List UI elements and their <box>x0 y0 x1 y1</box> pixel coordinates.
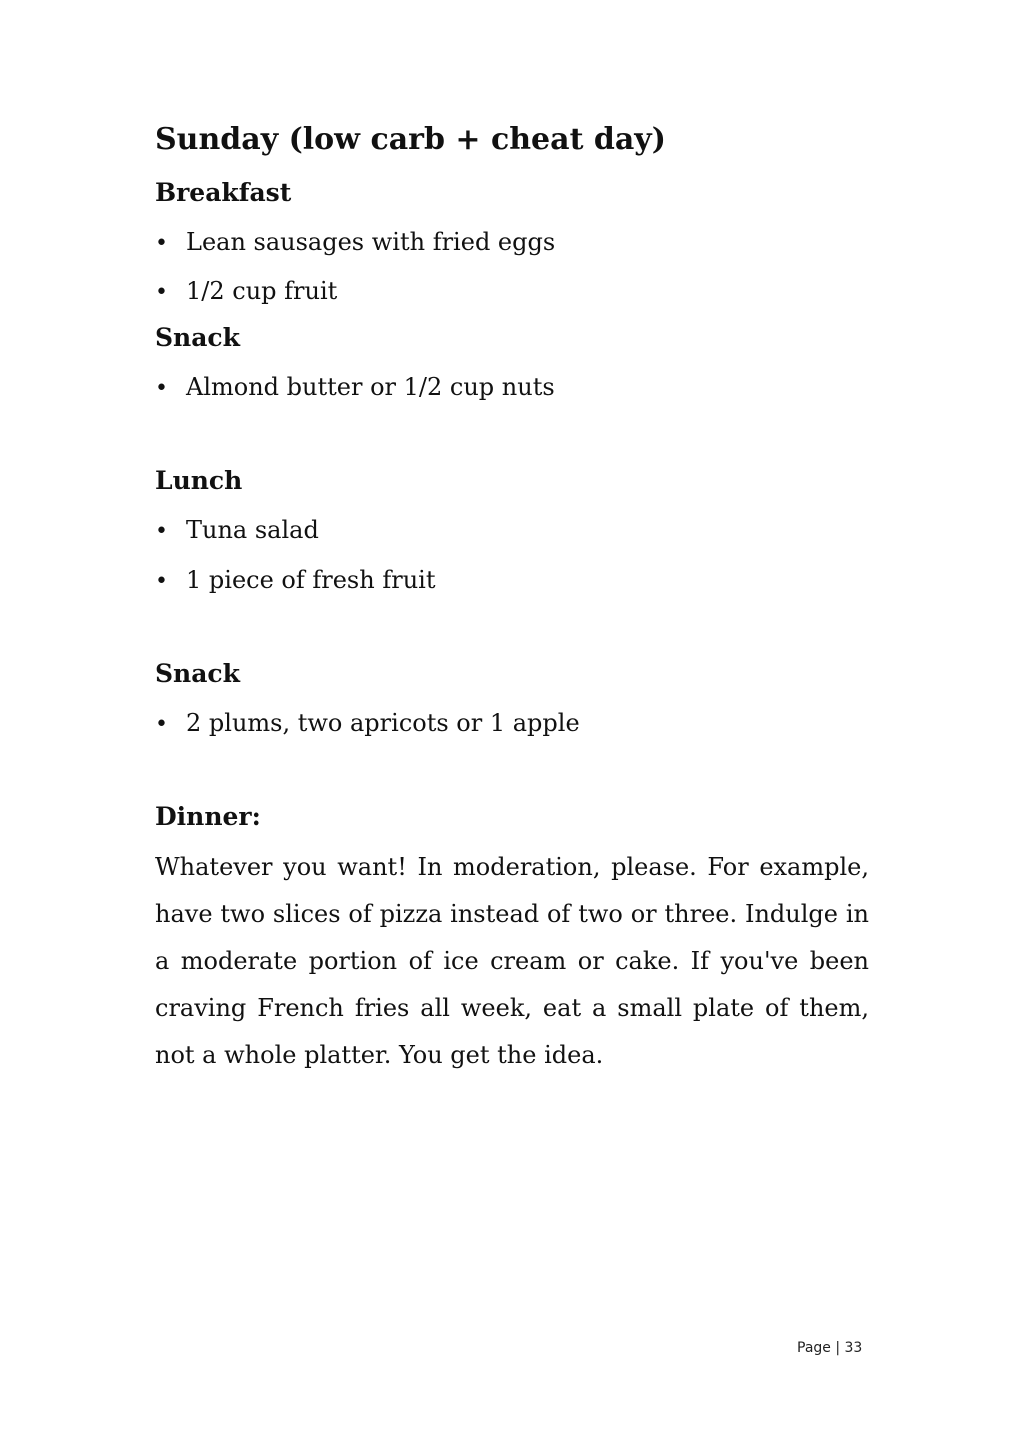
list-item <box>155 225 555 261</box>
lunch-heading: Lunch <box>155 466 243 495</box>
list-item <box>155 274 337 310</box>
dinner-heading: Dinner: <box>155 802 261 831</box>
list-item-text: 2 plums, two apricots or 1 apple <box>186 709 580 737</box>
bullet-icon: • <box>155 231 168 256</box>
list-item-text: Tuna salad <box>186 516 319 544</box>
list-item-text: 1 piece of fresh fruit <box>186 566 436 594</box>
list-item <box>155 370 555 406</box>
dinner-paragraph: Whatever you want! In moderation, please. For example, have two slices of pizza instead of two or three. Indulge in a moderate portion of ice cream or cake. If you've been craving French fries all week, eat a small plate of them, not a whole platter. You get the idea. <box>155 853 869 1069</box>
bullet-icon: • <box>155 569 168 594</box>
page-number: Page | 33 <box>797 1340 863 1356</box>
snack-heading: Snack <box>155 659 240 688</box>
page-title: Sunday (low carb + cheat day) <box>155 122 666 157</box>
bullet-icon: • <box>155 712 168 737</box>
list-item-text: Almond butter or 1/2 cup nuts <box>186 373 555 401</box>
list-item <box>155 706 580 742</box>
bullet-icon: • <box>155 280 168 305</box>
bullet-icon: • <box>155 376 168 401</box>
snack-heading: Snack <box>155 323 240 352</box>
bullet-icon: • <box>155 519 168 544</box>
list-item-text: 1/2 cup fruit <box>186 277 338 305</box>
list-item <box>155 513 319 549</box>
list-item-text: Lean sausages with fried eggs <box>186 228 556 256</box>
list-item <box>155 563 435 599</box>
breakfast-heading: Breakfast <box>155 178 292 207</box>
